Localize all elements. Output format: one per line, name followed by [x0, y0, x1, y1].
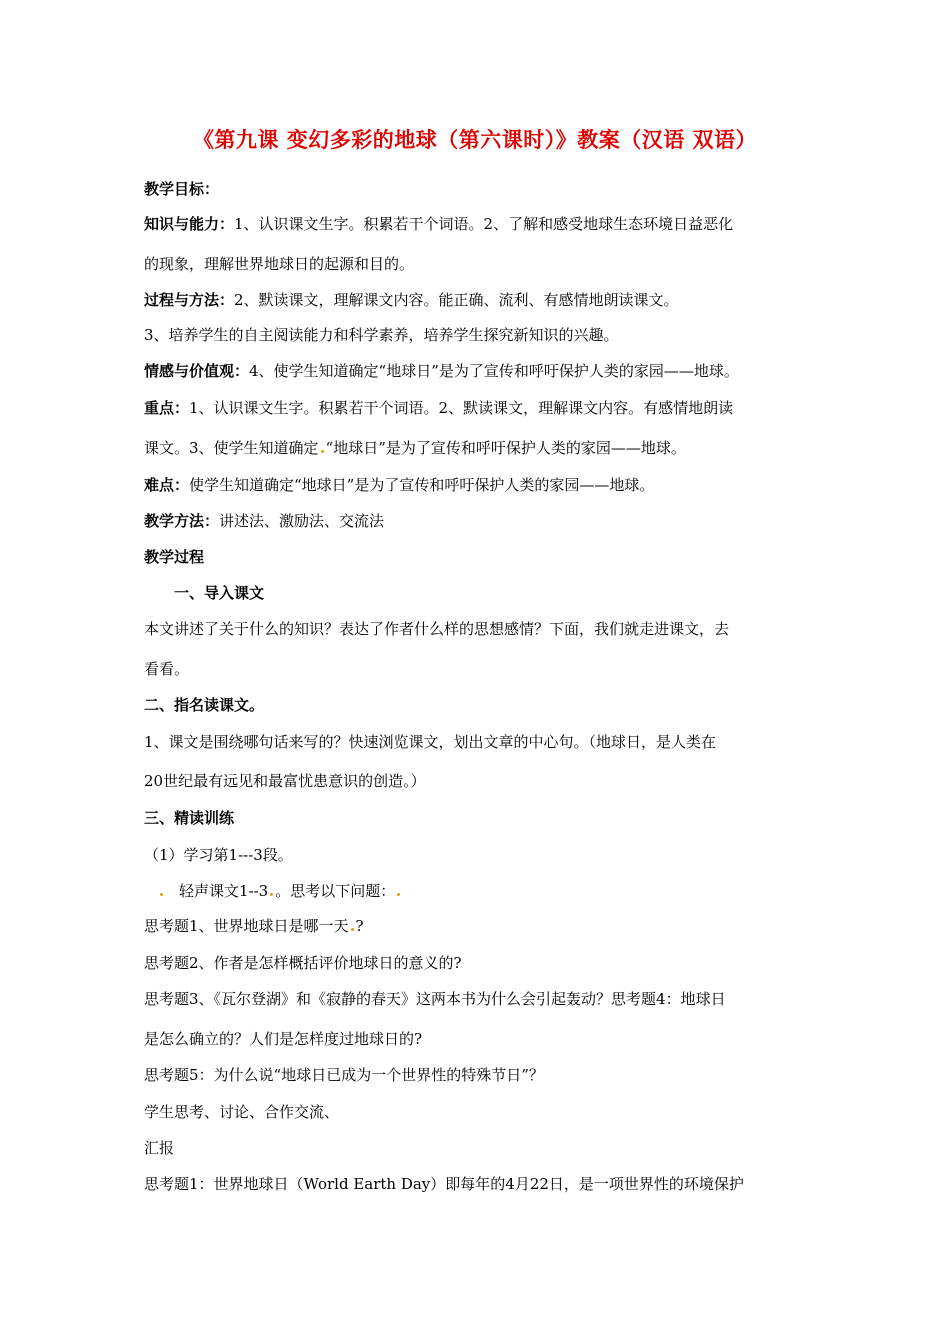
key-text-2b: “地球日”是为了宣传和呼吁保护人类的家园——地球。 [325, 439, 686, 457]
section2-text-1: 1、课文是围绕哪句话来写的？快速浏览课文，划出文章的中心句。（地球日，是人类在 [144, 733, 717, 751]
step1: （1）学习第1---3段。 [144, 846, 293, 864]
section2-heading: 二、指名读课文。 [144, 696, 265, 714]
q1-mark: ? [355, 917, 364, 935]
section1-text-2: 看看。 [144, 660, 190, 678]
bullet-dot [397, 893, 400, 896]
difficulty-line [144, 475, 654, 495]
knowledge-label: 知识与能力： [144, 215, 235, 233]
process-label: 过程与方法： [144, 291, 235, 309]
q3-line-2: 是怎么确立的？人们是怎样度过地球日的? [144, 1030, 423, 1048]
bullet-dot [321, 450, 324, 453]
step1-think: 。思考以下问题： [275, 882, 396, 900]
q2: 思考题2、作者是怎样概括评价地球日的意义的? [144, 954, 462, 972]
section1-heading: 一、导入课文 [174, 584, 265, 602]
section1-text-1: 本文讲述了关于什么的知识？表达了作者什么样的思想感情？下面，我们就走进课文，去 [144, 620, 730, 638]
document-title: 《第九课 变幻多彩的地球（第六课时）》教案（汉语 双语） [192, 128, 758, 152]
emotion-label: 情感与价值观： [144, 362, 250, 380]
key-line-2 [144, 438, 686, 458]
method-text: 讲述法、激励法、交流法 [219, 512, 385, 530]
key-text-2a: 课文。3、使学生知道确定 [144, 439, 319, 457]
bullet-dot [270, 893, 273, 896]
step1-read: 轻声课文1--3 [179, 882, 269, 900]
q3-line-1: 思考题3、《瓦尔登湖》和《寂静的春天》这两本书为什么会引起轰动？思考题4：地球日 [144, 990, 726, 1008]
bullet-dot [160, 893, 163, 896]
section2-text-2: 20世纪最有远见和最富忧患意识的创造。） [144, 772, 426, 790]
process-text-2: 3、培养学生的自主阅读能力和科学素养，培养学生探究新知识的兴趣。 [144, 326, 619, 344]
method-label: 教学方法： [144, 512, 220, 530]
section3-heading: 三、精读训练 [144, 809, 235, 827]
objectives-heading: 教学目标： [144, 180, 220, 198]
knowledge-text-1: 1、认识课文生字。积累若干个词语。2、了解和感受地球生态环境日益恶化 [234, 215, 734, 233]
knowledge-line-1 [144, 214, 733, 234]
q5: 思考题5：为什么说“地球日已成为一个世界性的特殊节日”？ [144, 1066, 544, 1084]
step1-read-line [158, 881, 402, 901]
q1-text: 思考题1、世界地球日是哪一天 [144, 917, 349, 935]
process-text: 2、默读课文，理解课文内容。能正确、流利、有感情地朗读课文。 [234, 291, 679, 309]
key-label: 重点： [144, 399, 190, 417]
discuss: 学生思考、讨论、合作交流、 [144, 1103, 340, 1121]
bullet-dot [351, 928, 354, 931]
difficulty-text: 使学生知道确定“地球日”是为了宣传和呼吁保护人类的家园——地球。 [189, 476, 655, 494]
knowledge-text-2: 的现象，理解世界地球日的起源和目的。 [144, 255, 415, 273]
key-line-1 [144, 398, 733, 418]
method-line [144, 511, 384, 531]
difficulty-label: 难点： [144, 476, 190, 494]
emotion-text: 4、使学生知道确定“地球日”是为了宣传和呼吁保护人类的家园——地球。 [249, 362, 739, 380]
process-line [144, 290, 679, 310]
q1-line [144, 916, 364, 936]
emotion-line [144, 361, 739, 381]
process-heading: 教学过程 [144, 548, 205, 566]
key-text-1: 1、认识课文生字。积累若干个词语。2、默读课文，理解课文内容。有感情地朗读 [189, 399, 734, 417]
report: 汇报 [144, 1139, 175, 1157]
answer1: 思考题1：世界地球日（World Earth Day）即每年的4月22日，是一项世界性的环境保护 [144, 1175, 744, 1193]
